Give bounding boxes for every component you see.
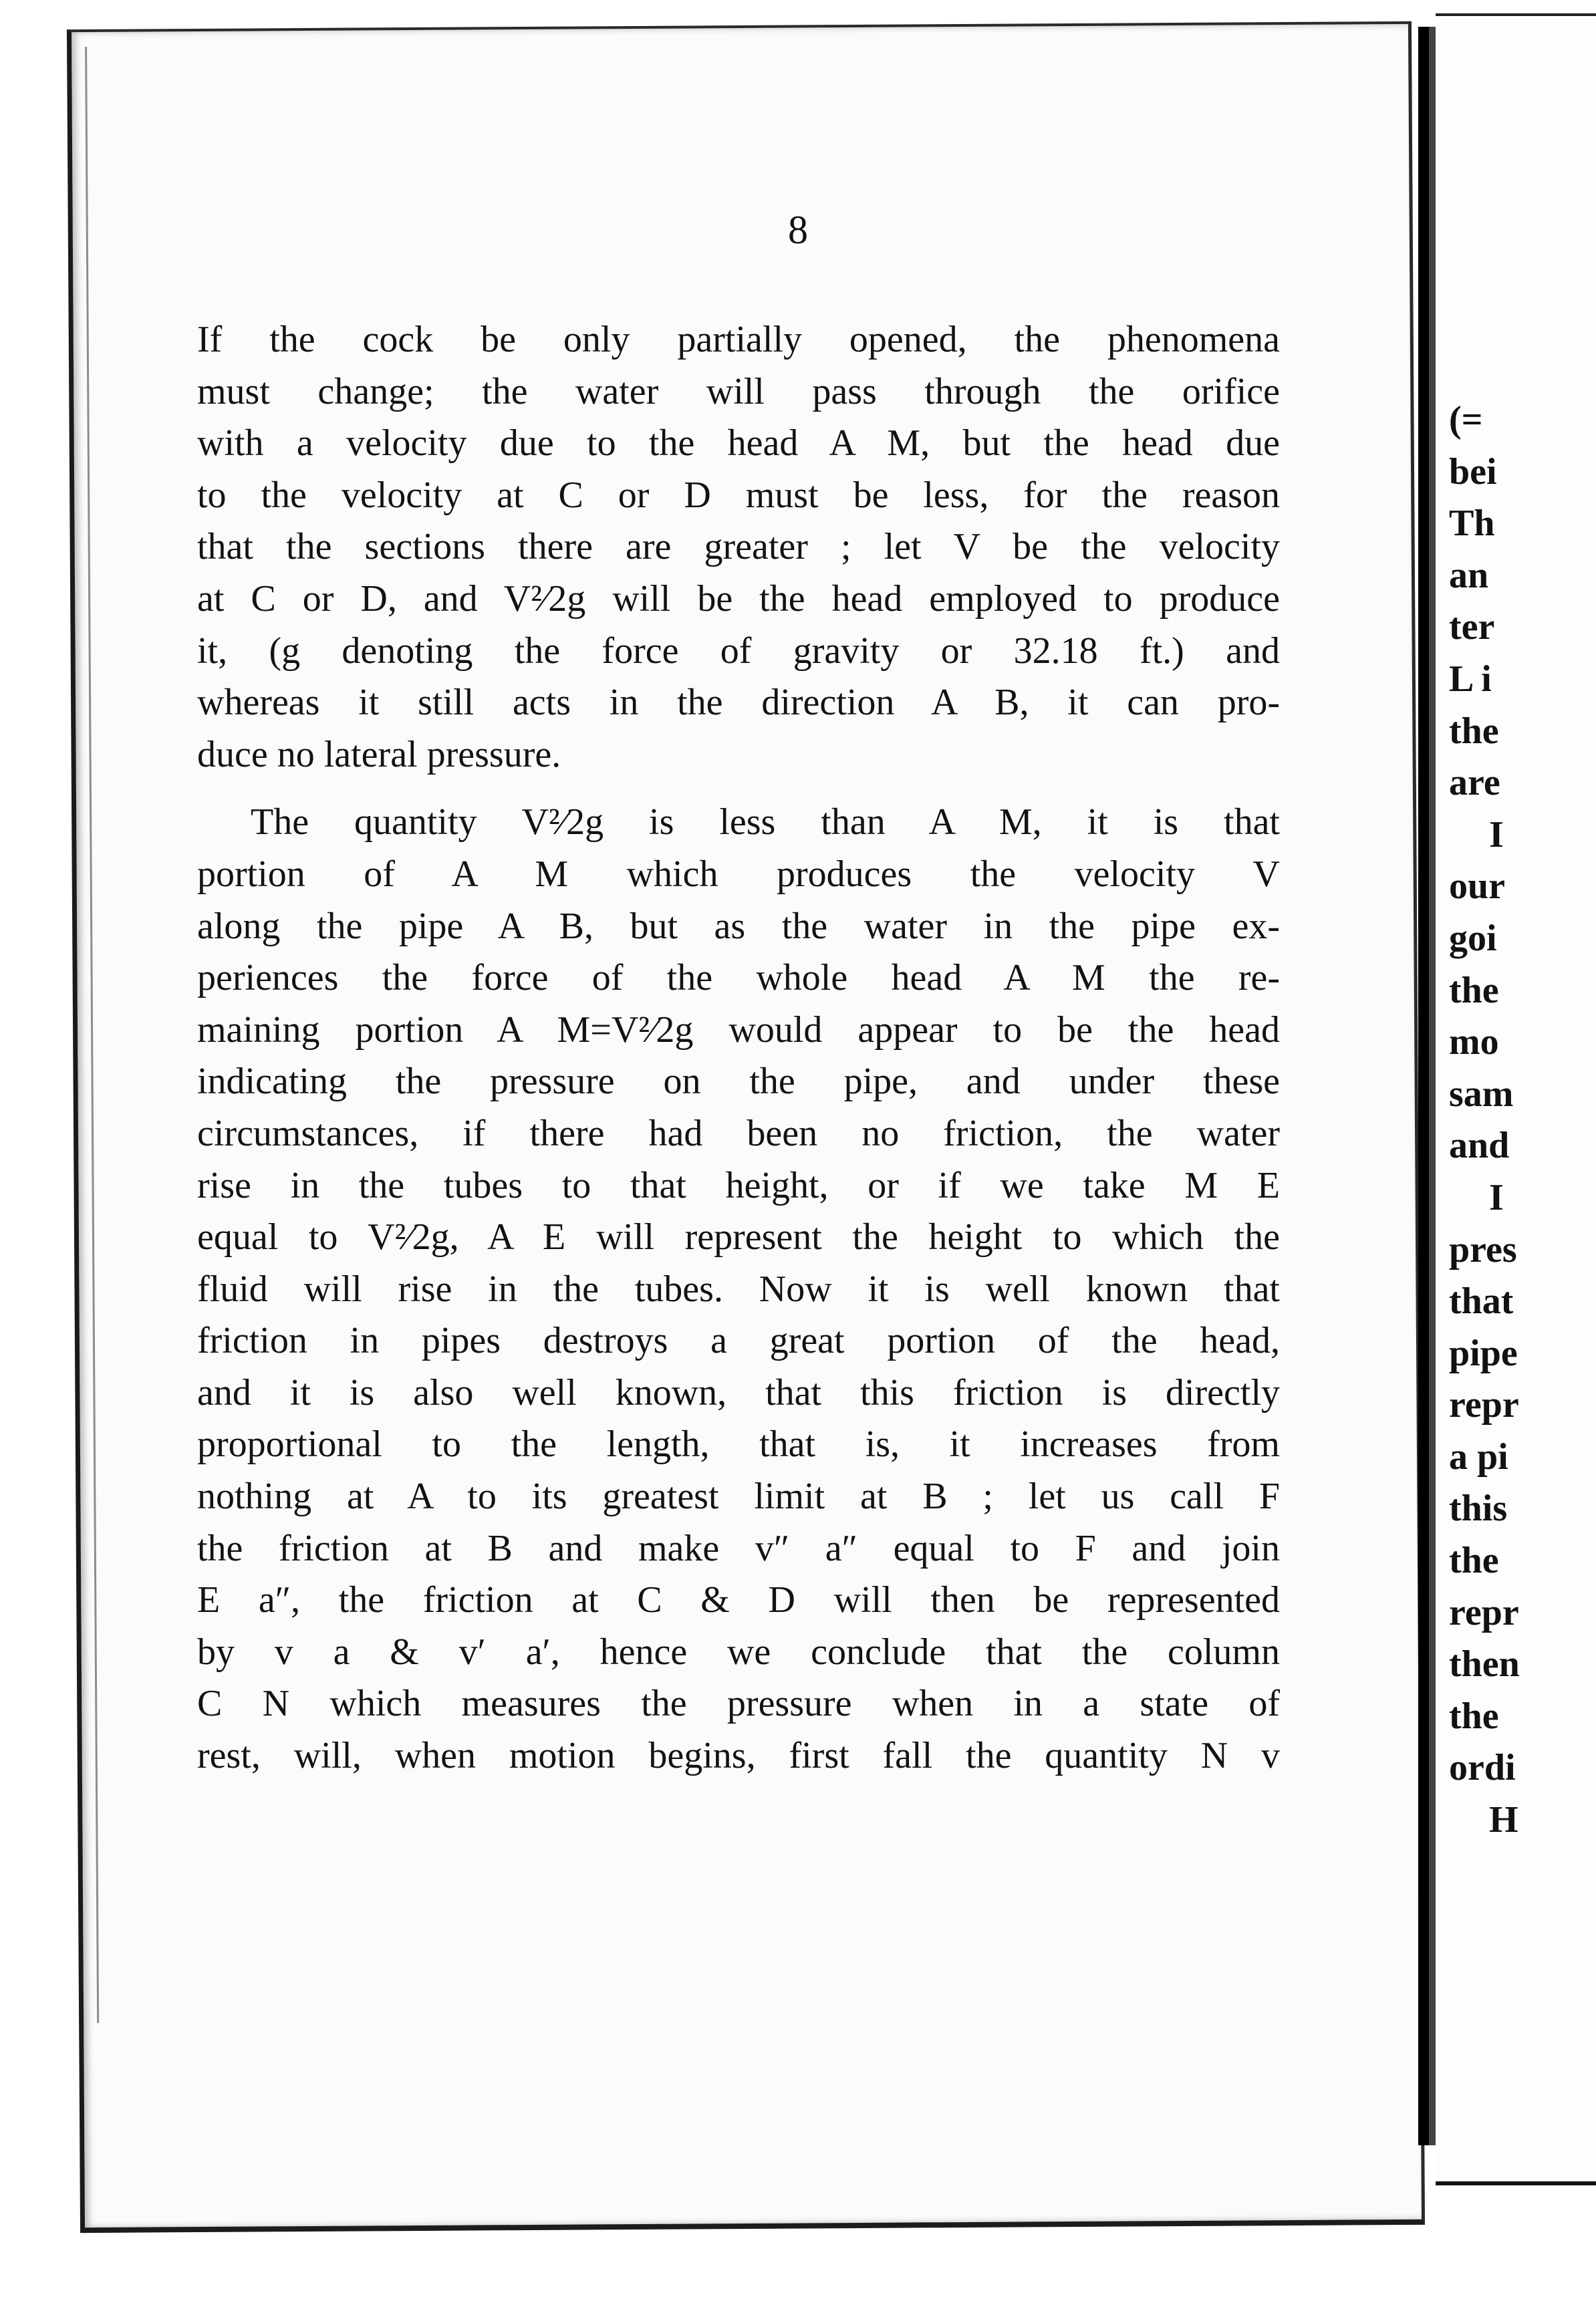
facing-line: L i	[1449, 658, 1492, 700]
facing-line: ordi	[1449, 1747, 1516, 1789]
text-line: the friction at B and make v″ a″ equal to F and join	[197, 1527, 1280, 1569]
facing-page-text	[1449, 394, 1596, 1847]
text-line: indicating the pressure on the pipe, and under these	[197, 1061, 1280, 1103]
facing-line: pipe	[1449, 1332, 1518, 1374]
text-line: by v a & v′ a′, hence we conclude that the column	[197, 1631, 1280, 1673]
text-line: whereas it still acts in the direction A B, it can pro-	[197, 682, 1280, 724]
text-line: E a″, the friction at C & D will then be represented	[197, 1579, 1280, 1621]
facing-line: then	[1449, 1643, 1520, 1685]
facing-line: sam	[1449, 1073, 1514, 1115]
text-line: periences the force of the whole head A M the re-	[197, 957, 1280, 999]
text-line: with a velocity due to the head A M, but the head due	[197, 422, 1280, 464]
text-line: The quantity V²⁄2g is less than A M, it is that	[251, 801, 1280, 843]
facing-line: and	[1449, 1125, 1510, 1167]
text-line: nothing at A to its greatest limit at B ; let us call F	[197, 1476, 1280, 1518]
facing-line: an	[1449, 554, 1489, 596]
facing-line: the	[1449, 1540, 1499, 1582]
facing-line: (=	[1449, 399, 1483, 440]
facing-line: the	[1449, 710, 1499, 752]
text-line: portion of A M which produces the velocity V	[197, 853, 1280, 895]
facing-line: goi	[1449, 917, 1497, 959]
text-line: to the velocity at C or D must be less, for the reason	[197, 474, 1280, 516]
facing-line: that	[1449, 1280, 1514, 1323]
facing-line: pres	[1449, 1228, 1517, 1270]
text-line: at C or D, and V²⁄2g will be the head employed to produce	[197, 577, 1280, 620]
facing-line: a pi	[1449, 1436, 1508, 1478]
facing-line: repr	[1449, 1384, 1519, 1426]
text-line: proportional to the length, that is, it increases from	[197, 1424, 1280, 1466]
facing-line: Th	[1449, 503, 1495, 545]
text-line: duce no lateral pressure.	[197, 733, 561, 775]
text-line: and it is also well known, that this friction is directly	[197, 1371, 1280, 1413]
facing-line: bei	[1449, 450, 1497, 493]
page-number: 8	[788, 208, 808, 252]
facing-line: our	[1449, 865, 1505, 908]
text-line: circumstances, if there had been no friction, the water	[197, 1112, 1280, 1154]
facing-line: this	[1449, 1488, 1508, 1530]
facing-line: ter	[1449, 606, 1495, 648]
text-line: fluid will rise in the tubes. Now it is well known that	[197, 1268, 1280, 1310]
text-line: friction in pipes destroys a great portion of the head,	[197, 1320, 1280, 1362]
facing-line: the	[1449, 1695, 1499, 1737]
text-line: If the cock be only partially opened, the phenomena	[197, 319, 1280, 360]
text-line: it, (g denoting the force of gravity or 32.18 ft.) and	[197, 630, 1280, 672]
text-line: equal to V²⁄2g, A E will represent the height to which the	[197, 1216, 1280, 1258]
facing-line: mo	[1449, 1021, 1499, 1063]
facing-line: are	[1449, 762, 1500, 804]
book-gutter-shadow	[1429, 27, 1436, 2145]
text-line: C N which measures the pressure when in a state of	[197, 1683, 1280, 1725]
book-gutter	[1418, 27, 1429, 2145]
text-line: that the sections there are greater ; let V be the velocity	[197, 526, 1280, 568]
text-line: along the pipe A B, but as the water in the pipe ex-	[197, 905, 1280, 947]
facing-line: the	[1449, 969, 1499, 1011]
text-line: must change; the water will pass through the orifice	[197, 370, 1280, 412]
text-line: rest, will, when motion begins, first fall the quantity N v	[197, 1735, 1280, 1777]
facing-line: H	[1489, 1799, 1518, 1841]
facing-line: I	[1489, 1176, 1504, 1218]
text-line: maining portion A M=V²⁄2g would appear to be the head	[197, 1008, 1280, 1051]
text-line: rise in the tubes to that height, or if we take M E	[197, 1164, 1280, 1206]
facing-line: repr	[1449, 1591, 1519, 1633]
facing-line: I	[1489, 813, 1504, 855]
body-text	[197, 314, 1280, 1782]
